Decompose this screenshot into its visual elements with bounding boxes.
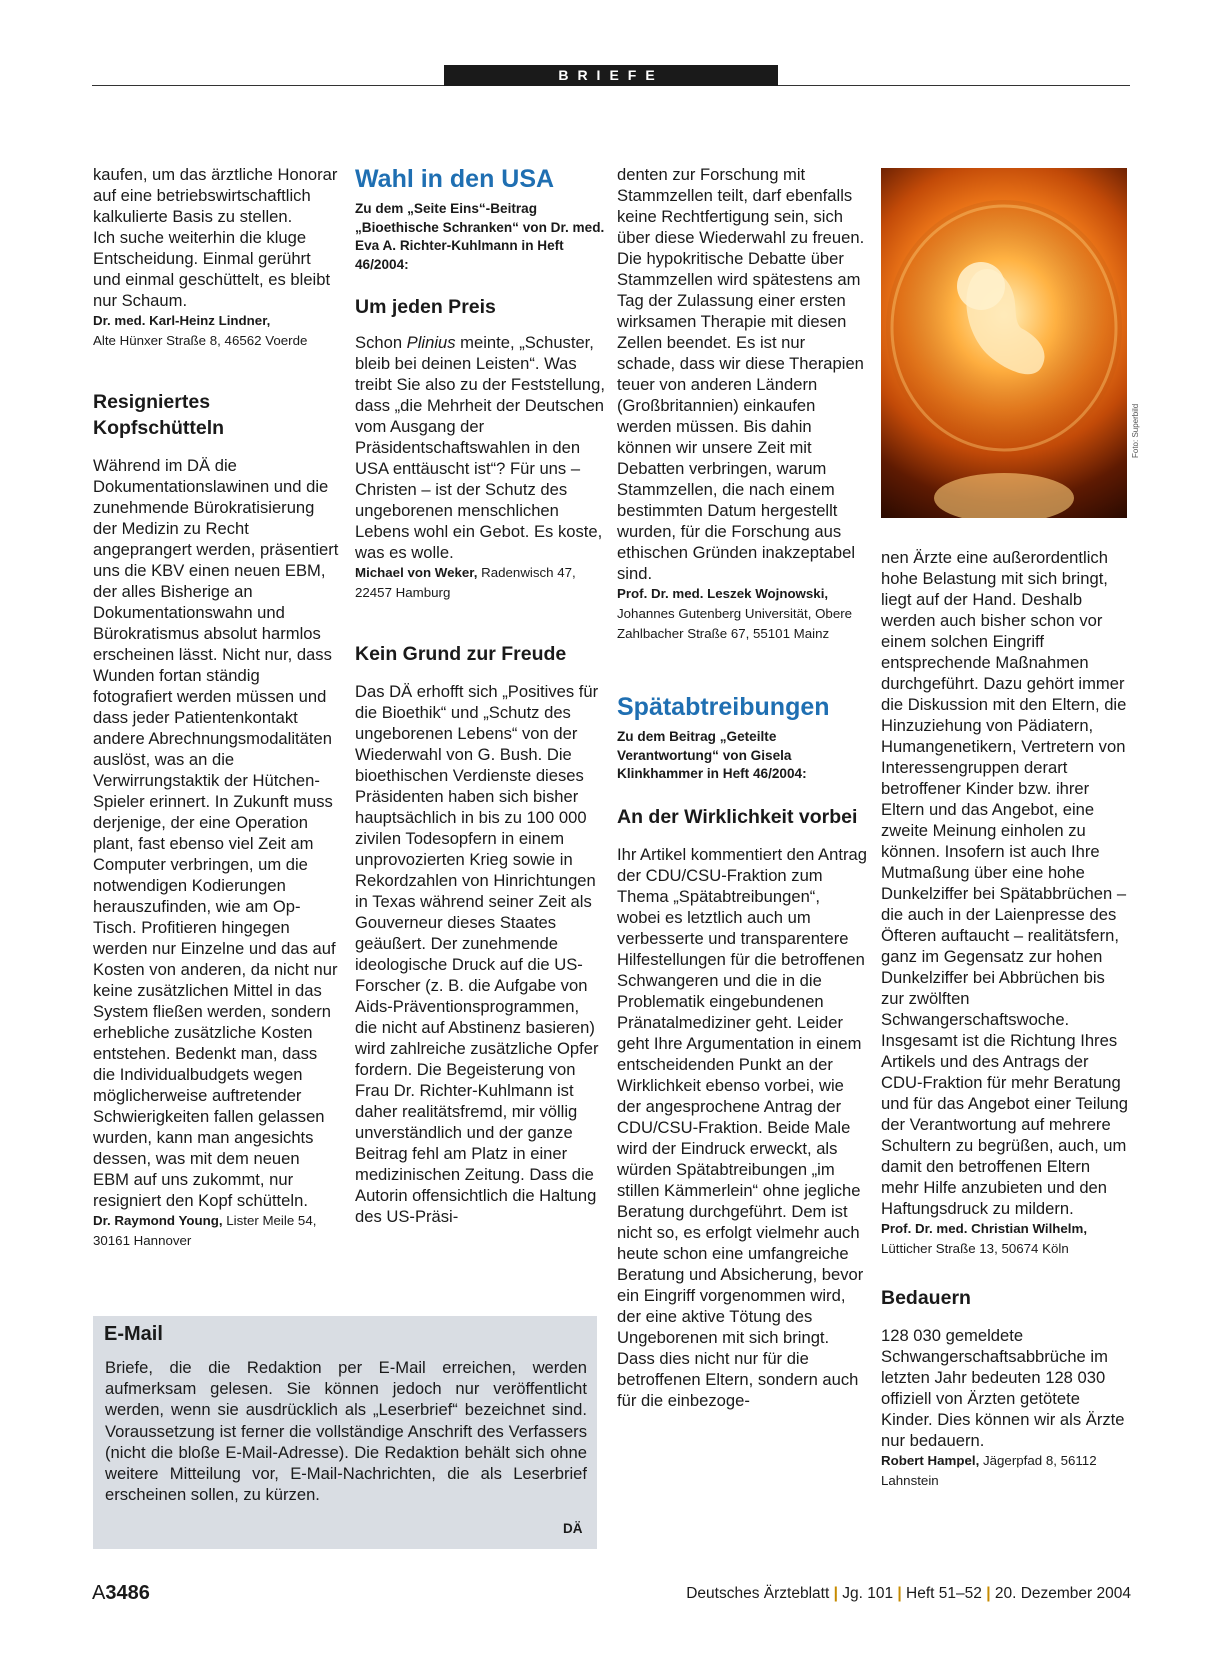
letter-title: Resigniertes Kopfschütteln: [93, 391, 225, 439]
email-box-signature: DÄ: [563, 1521, 583, 1536]
publication-info: [686, 1585, 1131, 1603]
section-title: Spätabtreibungen: [617, 693, 830, 721]
author-name: Michael von Weker,: [355, 565, 478, 580]
email-box-title: E-Mail: [104, 1323, 163, 1345]
author-address: Jägerpfad 8, 56112 Lahnstein: [881, 1453, 1097, 1488]
author-address: Radenwisch 47, 22457 Hamburg: [355, 565, 576, 600]
author-name: Robert Hampel,: [881, 1453, 980, 1468]
text-fragment: Schon: [355, 333, 407, 352]
author-address: Lütticher Straße 13, 50674 Köln: [881, 1241, 1069, 1256]
letter-continuation: nen Ärzte eine außerordentlich hohe Belastung mit sich bringt, liegt auf der Hand. Deshalb werden auch bisher schon vor einem solchen Eingriff entsprechende Maßnahmen durchgeführt. Dazu gehört immer die Diskussion mit den Eltern, die Hinzuziehung von Pädiatern, Humangenetikern, Vertretern von Interessengruppen derart betroffener Kinder bzw. ihrer Eltern und das Angebot, eine zweite Meinung einholen zu können. Insofern ist auch Ihre Mutmaßung über eine hohe Dunkelziffer bei Spätabbrüchen – die auch in der Laienpresse des Öfteren auftaucht – realitätsfern, ganz im Gegensatz zur hohen Dunkelziffer bei Abbrüchen bis zur zwölften Schwangerschaftswoche. Insgesamt ist die Richtung Ihres Artikels und des Antrags der CDU-Fraktion für mehr Beratung und für das Angebot einer Teilung der Verantwortung auf mehrere Schultern zu begrüßen, auch, um damit den betroffenen Eltern mehr Hilfe anzubieten und den Haftungsdruck zu mildern.: [881, 548, 1128, 1218]
photo-credit: Foto: Superbild: [1131, 403, 1140, 458]
section-title: Wahl in den USA: [355, 165, 555, 193]
italic-name: Plinius: [406, 333, 456, 352]
letter-body: 128 030 gemeldete Schwangerschaftsabbrüche im letzten Jahr bedeuten 128 030 offiziell von Ärzten getötete Kinder. Dies können wir als Ärzte nur bedauern.: [881, 1326, 1125, 1450]
author-name: Prof. Dr. med. Christian Wilhelm,: [881, 1221, 1088, 1236]
author-name: Dr. med. Karl-Heinz Lindner,: [93, 313, 271, 328]
author-name: Dr. Raymond Young,: [93, 1213, 223, 1228]
letter-signature: [93, 1211, 339, 1251]
letter-body: Das DÄ erhofft sich „Positives für die Bioethik“ und „Schutz des ungeborenen Lebens“ von der Wiederwahl von G. Bush. Die bioethischen Verdienste dieses Präsidenten haben sich bisher hauptsächlich in bis zu 100 000 zivilen Todesopfern in einem unprovozierten Krieg sowie in Rekordzahlen von Hinrichtungen in Texas während seiner Zeit als Gouverneur dieses Staates geäußert. Der zunehmende ideologische Druck auf die US-Forscher (z. B. die Aufgabe von Aids-Präventionsprogrammen, die nicht auf Abstinenz basieren) wird zahlreiche zusätzliche Opfer fordern. Die Begeisterung von Frau Dr. Richter-Kuhlmann ist daher realitätsfremd, mir völlig unverständlich und der ganze Beitrag fehl am Platz in einer medizinischen Zeitung. Dass die Autorin offensichtlich die Haltung des US-Präsi-: [355, 682, 599, 1226]
letter-continuation: kaufen, um das ärztliche Honorar auf eine betriebswirtschaftlich kalkulierte Basis zu stellen.: [93, 165, 338, 226]
journal-name: Deutsches Ärzteblatt: [686, 1585, 830, 1602]
issue-date: 20. Dezember 2004: [994, 1585, 1131, 1602]
article-reference: Zu dem Beitrag „Geteilte Verantwortung“ von Gisela Klinkhammer in Heft 46/2004:: [617, 729, 807, 781]
author-address: Johannes Gutenberg Universität, Obere Zahlbacher Straße 67, 55101 Mainz: [617, 606, 853, 641]
column-4: [881, 547, 1131, 1491]
letter-title: Kein Grund zur Freude: [355, 643, 567, 665]
letter-title: An der Wirklichkeit vorbei: [617, 805, 858, 828]
separator: |: [833, 1585, 838, 1602]
page-number: [92, 1582, 150, 1605]
author-address: Lister Meile 54, 30161 Hannover: [93, 1213, 317, 1248]
letter-body: [355, 332, 605, 563]
column-3: [617, 164, 867, 1411]
letter-continuation: denten zur Forschung mit Stammzellen teilt, darf ebenfalls keine Rechtfertigung sein, sich über diese Wiederwahl zu freuen. Die hypokritische Debatte über Stammzellen wird spätestens am Tag der Zulassung einer ersten wirksamen Therapie mit diesen Zellen beendet. Es ist nur schade, dass wir diese Therapien teuer von anderen Ländern (Großbritannien) einkaufen werden müssen. Bis dahin können wir unsere Zeit mit Debatten verbringen, warum Stammzellen, die nach einem bestimmten Datum hergestellt wurden, für die Forschung aus ethischen Gründen inakzeptabel sind.: [617, 165, 865, 583]
letter-title: Um jeden Preis: [355, 296, 496, 318]
column-2: [355, 164, 605, 1227]
section-header: BRIEFE: [444, 65, 778, 86]
letter-signature: [617, 584, 867, 644]
text-fragment: meinte, „Schuster, bleib bei deinen Leisten“. Was treibt Sie also zu der Feststellung, dass „die Mehrheit der Deutschen vom Ausgang der Präsidentschaftswahlen in den USA enttäuscht ist“? Für uns – Christen – ist der Schutz des ungeborenen menschlichen Lebens wohl ein Gebot. Es koste, was es wolle.: [355, 333, 605, 562]
letter-title: Bedauern: [881, 1287, 971, 1309]
letter-signature: [355, 563, 605, 603]
column-1: [93, 164, 339, 1251]
letter-body: Während im DÄ die Dokumentationslawinen und die zunehmende Bürokratisierung der Medizin zu Recht angeprangert werden, präsentiert uns die KBV einen neuen EBM, der alles Bisherige an Dokumentationswahn und Bürokratismus absolut harmlos erscheinen lässt. Nicht nur, dass Wunden fortan ständig fotografiert werden müssen und dass jeder Patientenkontakt andere Abrechnungsmodalitäten auslöst, was an die Verwirrungstaktik der Hütchen-Spieler erinnert. In Zukunft muss derjenige, der eine Operation plant, fast ebenso viel Zeit am Computer verbringen, um die notwendigen Kodierungen herauszufinden, wie am Op-Tisch. Profitieren hingegen werden nur Einzelne und das auf Kosten von anderen, da nicht nur keine zusätzlichen Mittel in das System fließen werden, sondern erhebliche zusätzliche Kosten entstehen. Bedenkt man, dass die Individualbudgets wegen möglicherweise auftretender Schwierigkeiten fallen gelassen wurden, kann man angesichts dessen, was mit dem neuen EBM auf uns zukommt, nur resigniert den Kopf schütteln.: [93, 456, 339, 1210]
journal-volume: Jg. 101: [842, 1585, 894, 1602]
fetus-photo: [881, 168, 1127, 518]
separator: |: [897, 1585, 902, 1602]
letter-continuation-2: Ich suche weiterhin die kluge Entscheidung. Einmal gerührt und einmal geschüttelt, es bleibt nur Schaum.: [93, 228, 331, 310]
author-name: Prof. Dr. med. Leszek Wojnowski,: [617, 586, 829, 601]
author-address: Alte Hünxer Straße 8, 46562 Voerde: [93, 333, 308, 348]
article-reference: Zu dem „Seite Eins“-Beitrag „Bioethische Schranken“ von Dr. med. Eva A. Richter-Kuhlmann in Heft 46/2004:: [355, 201, 605, 272]
letter-signature: [93, 311, 339, 351]
page-prefix: A: [92, 1582, 106, 1604]
page-number-value: 3486: [105, 1582, 150, 1604]
letter-signature: [881, 1219, 1131, 1259]
letter-signature: [881, 1451, 1131, 1491]
letter-body: Ihr Artikel kommentiert den Antrag der CDU/CSU-Fraktion zum Thema „Spätabtreibungen“, wobei es letztlich auch um verbesserte und transparentere Hilfestellungen für die betroffenen Schwangeren und die in die Problematik eingebundenen Pränatalmediziner geht. Leider geht Ihre Argumentation in einem entscheidenden Punkt an der Wirklichkeit ebenso vorbei, wie der angesprochene Antrag der CDU/CSU-Fraktion. Beide Male wird der Eindruck erweckt, als würden Spätabtreibungen „im stillen Kämmerlein“ ohne jegliche Beratung durchgeführt. Dem ist nicht so, es erfolgt vielmehr auch heute schon eine umfangreiche Beratung und Absicherung, bevor ein Eingriff vorgenommen wird, der eine aktive Tötung des Ungeborenen mit sich bringt. Dass dies nicht nur für die betroffenen Eltern, sondern auch für die einbezoge-: [617, 844, 867, 1410]
email-box-text: Briefe, die die Redaktion per E-Mail erreichen, werden aufmerksam gelesen. Sie können jedoch nur veröffentlicht werden, wenn sie ausdrücklich als „Leserbrief“ bezeichnet sind. Voraussetzung ist ferner die vollständige Anschrift des Verfassers (nicht die bloße E-Mail-Adresse). Die Redaktion behält sich ohne weitere Mitteilung vor, E-Mail-Nachrichten, die als Leserbrief erscheinen sollen, zu kürzen.: [105, 1358, 587, 1505]
journal-issue: Heft 51–52: [906, 1585, 982, 1602]
separator: |: [986, 1585, 991, 1602]
